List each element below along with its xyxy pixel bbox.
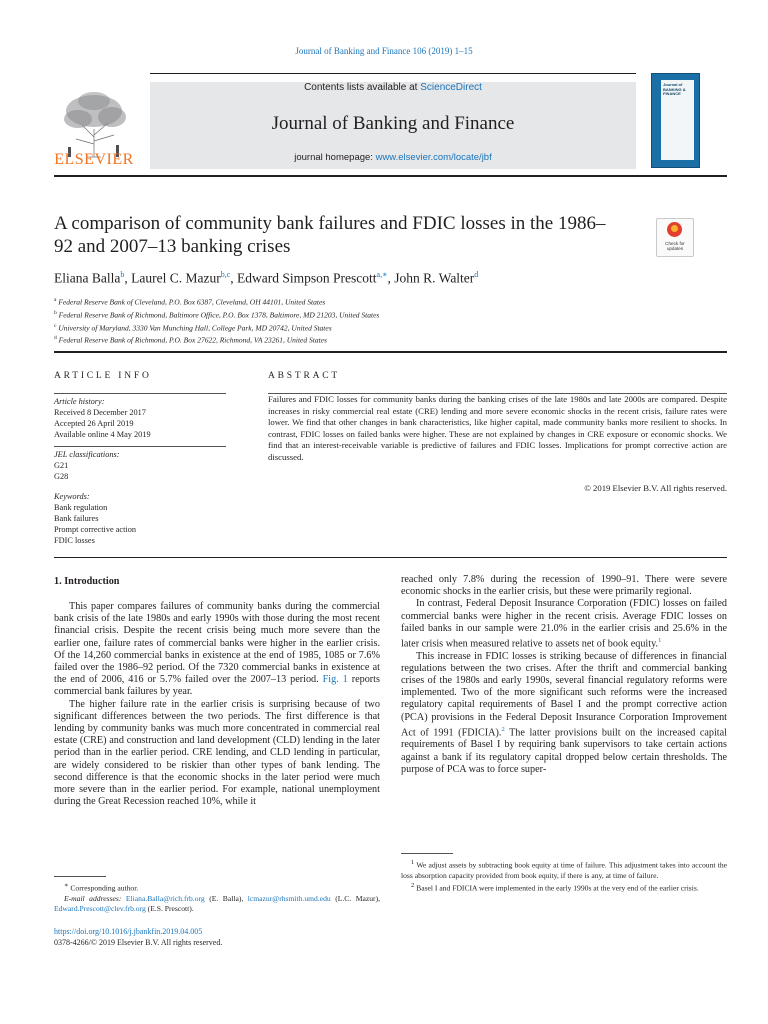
paragraph-text: The latter provisions built on the increased capital requirements of Basel I by requiring bank supervisors to take certain actions against a bank if its regulatory capital dropped below certain thresholds. The purpose of PCA was to force super- <box>401 727 727 775</box>
masthead-top-rule <box>150 73 636 74</box>
author-name: Edward Simpson Prescott <box>237 270 377 286</box>
affiliation-text: Federal Reserve Bank of Cleveland, P.O. Box 6387, Cleveland, OH 44101, United States <box>58 297 326 307</box>
figure-link[interactable]: Fig. 1 <box>322 674 348 686</box>
affiliation-mark: a <box>54 297 57 303</box>
paragraph: The higher failure rate in the earlier crisis is surprising because of two significant differences between the two periods. The first difference is that lending by community banks was much more concentrated in commercial real estate (CRE) and construction and land development (CLD) lending in the later period than in the earlier period. CRE lending, and CLD lending in particular, are widely considered to be riskier than other types of bank lending. The second difference is that the economic shocks in the later period were much more severe than in the earlier period. For example, national unemployment during the Great Recession reached 10%, while it <box>54 698 380 808</box>
footnote-rule-right <box>401 853 453 854</box>
footnote-text: Basel I and FDICIA were implemented in the early 1990s at the very end of the earlier crisis. <box>416 883 699 893</box>
affiliation <box>54 333 714 346</box>
affiliation-text: Federal Reserve Bank of Richmond, P.O. Box 27622, Richmond, VA 23261, United States <box>58 335 327 345</box>
jel-code: G28 <box>54 472 69 481</box>
footnotes-right <box>401 858 727 894</box>
paragraph <box>401 651 727 776</box>
contents-line <box>150 82 636 93</box>
keyword: FDIC losses <box>54 536 95 545</box>
affiliation-list <box>54 295 714 346</box>
author-name: Laurel C. Mazur <box>131 270 221 286</box>
footnote: $^1$ We adjust assets by subtracting book equity at time of failure. This adjustment takes into account the loss absorption capacity provided from book equity, if there is any, at time of failure. <box>401 859 727 880</box>
paragraph-text: This increase in FDIC losses is striking because of differences in financial regulations between the two crises. After the thrift and commercial banking crises of the 1980s and early 1990s, several financial regulatory reforms were implemented. Two of the more significant such reforms were the increased regulatory capital requirements of Basel I and the prompt corrective action (PCA) provisions in the Federal Deposit Insurance Corporation Improvement Act of 1991 (FDICIA). <box>401 650 727 739</box>
author-affil-mark[interactable]: b <box>120 270 125 279</box>
author-name: John R. Walter <box>394 270 475 286</box>
affiliation <box>54 321 714 334</box>
email-owner: (L.C. Mazur), <box>330 893 381 903</box>
paragraph-text: This paper compares failures of community banks during the commercial bank crisis of the late 1980s and early 1990s with those during the most recent financial crisis. Despite the recent crisis being much more severe than the earlier one, failure rates of commercial banks were higher in the earlier crisis. Of the 14,260 commercial banks in existence at the end of 1985, 1085 or 7.6% failed over the 1986–92 period. Of the 7320 commercial banks in existence at the end of 2006, 416 or 5.7% failed over the 2007–13 period. <box>54 601 380 686</box>
footnote-rule-left <box>54 876 106 877</box>
history-accepted: Accepted 26 April 2019 <box>54 419 134 428</box>
issn-line: 0378-4266/© 2019 Elsevier B.V. All rights reserved. <box>54 938 223 947</box>
corresponding-footnote <box>54 881 380 914</box>
jel-code: G21 <box>54 461 69 470</box>
journal-title: Journal of Banking and Finance <box>271 113 515 134</box>
paragraph: reached only 7.8% during the recession of 1990–91. There were severe economic shocks in the earlier crisis, but these were primarily regional. <box>401 574 727 598</box>
section-heading: 1. Introduction <box>54 576 120 587</box>
body-column-left <box>54 601 380 808</box>
journal-citation[interactable]: Journal of Banking and Finance 106 (2019) 1–15 <box>295 46 473 56</box>
title-bottom-rule <box>54 351 727 353</box>
article-title: A comparison of community bank failures and FDIC losses in the 1986–92 and 2007–13 banking crises <box>54 213 606 257</box>
sciencedirect-link[interactable]: ScienceDirect <box>420 82 482 93</box>
footnote-ref[interactable]: 2 <box>501 725 505 733</box>
paragraph-text: reports commercial bank failures by year. <box>54 674 380 698</box>
abstract-copyright: © 2019 Elsevier B.V. All rights reserved. <box>584 483 727 493</box>
affiliation-text: University of Maryland, 3330 Van Munching Hall, College Park, MD 20742, United States <box>58 323 332 333</box>
info-rule <box>54 446 226 447</box>
cover-title: Journal of BANKING & FINANCE <box>663 82 686 97</box>
author-affil-mark[interactable]: d <box>474 270 479 279</box>
author-affil-mark[interactable]: a,∗ <box>376 270 388 279</box>
abstract-text: Failures and FDIC losses for community banks during the banking crises of the late 1980s and late 2000s are compared. Despite increases in risky commercial real estate (CRE) lending and more severe economic shocks in the recent crisis, failure rates were lower. We find that other changes in bank characteristics, like higher capital, made community banks more resilient to shocks. In contrast, FDIC losses on failed banks were higher. These are not explained by changes in CRE exposure or economic shocks. We find that an interest-receivable variable is predictive of failures and FDIC losses. Implications for prompt corrective action are discussed. <box>268 394 727 462</box>
homepage-line <box>150 152 636 163</box>
doi-link[interactable]: https://doi.org/10.1016/j.jbankfin.2019.04.005 <box>54 927 203 936</box>
affiliation-mark: d <box>54 335 57 342</box>
check-for-updates-badge[interactable] <box>656 218 694 257</box>
paragraph <box>54 601 380 699</box>
author-list: Eliana Balla$^b$, Laurel C. Mazur$^{b,c}$, Edward Simpson Prescott$^{a,∗}$, John R. Walter$^d$ <box>54 270 479 286</box>
email-note <box>54 894 380 914</box>
author-name: Eliana Balla <box>54 270 121 286</box>
paragraph <box>401 598 727 650</box>
homepage-prefix: journal homepage: <box>294 152 376 163</box>
keywords <box>54 491 226 546</box>
affiliation <box>54 308 714 321</box>
email-owner: (E. Balla), <box>204 893 248 903</box>
doi-block <box>54 926 380 948</box>
history-online: Available online 4 May 2019 <box>54 430 151 439</box>
jel-classifications <box>54 449 226 482</box>
footnote: $^2$ Basel I and FDICIA were implemented in the early 1990s at the very end of the earlier crisis. <box>411 881 699 893</box>
journal-cover-thumbnail[interactable] <box>651 73 700 168</box>
affiliation-text: Federal Reserve Bank of Richmond, Baltimore Office, P.O. Box 1378, Baltimore, MD 21203, United States <box>58 310 380 320</box>
author-affil-mark[interactable]: b,c <box>220 270 231 279</box>
body-column-right <box>401 574 727 776</box>
email-link[interactable]: lcmazur@rhsmith.umd.edu <box>247 893 331 903</box>
affiliation-mark: b <box>54 309 57 316</box>
jel-label: JEL classifications: <box>54 450 120 459</box>
info-rule <box>54 393 226 394</box>
affiliation <box>54 295 714 308</box>
abstract-heading: ABSTRACT <box>268 371 341 381</box>
corresponding-text: Corresponding author. <box>70 883 139 893</box>
contents-prefix: Contents lists available at <box>304 82 421 93</box>
footnote-text: We adjust assets by subtracting book equity at time of failure. This adjustment takes into account the loss absorption capacity provided from book equity, if there is any, at time of failure. <box>401 860 727 880</box>
homepage-link[interactable]: www.elsevier.com/locate/jbf <box>375 152 492 163</box>
paragraph-text: In contrast, Federal Deposit Insurance Corporation (FDIC) losses on failed commercial banks were higher in the recent crisis. Average FDIC losses on failed banks in our sample were 21.0% in the earlier crisis and 25.6% in the later crisis when measured relative to assets net of book equity. <box>401 598 727 650</box>
email-link[interactable]: Eliana.Balla@rich.frb.org <box>125 893 205 903</box>
history-received: Received 8 December 2017 <box>54 408 146 417</box>
elsevier-wordmark: ELSEVIER <box>54 151 134 168</box>
keyword: Bank failures <box>54 514 99 523</box>
email-label: E-mail addresses: <box>64 893 122 903</box>
footnote-ref[interactable]: 1 <box>658 637 662 645</box>
cover-page <box>661 80 694 160</box>
article-info-heading: ARTICLE INFO <box>54 371 152 381</box>
email-owner: (E.S. Prescott). <box>145 903 194 913</box>
article-history <box>54 396 226 440</box>
badge-label: Check for updates <box>665 241 685 251</box>
history-label: Article history: <box>54 397 105 406</box>
keywords-label: Keywords: <box>54 492 90 501</box>
update-icon <box>667 222 682 237</box>
keyword: Bank regulation <box>54 503 108 512</box>
keyword: Prompt corrective action <box>54 525 137 534</box>
abstract-bottom-rule <box>54 557 727 558</box>
email-link[interactable]: Edward.Prescott@clev.frb.org <box>54 903 146 913</box>
corresponding-note: ∗ Corresponding author. <box>64 882 139 893</box>
affiliation-mark: c <box>54 322 57 329</box>
masthead-bottom-rule <box>54 175 727 177</box>
